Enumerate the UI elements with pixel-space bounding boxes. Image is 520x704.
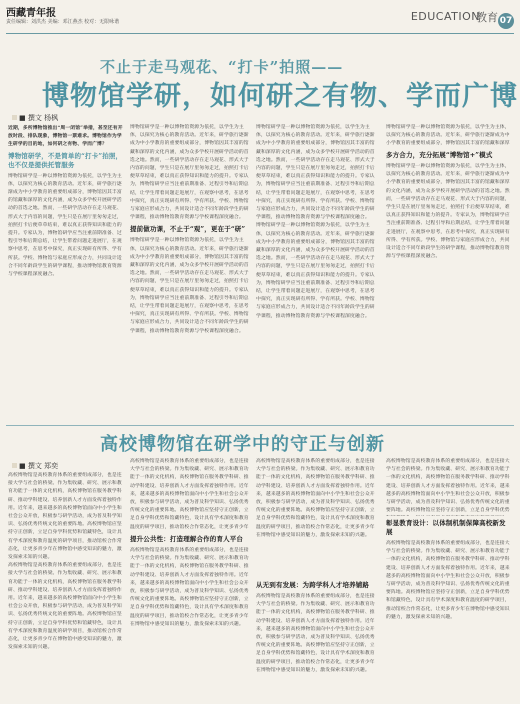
article1-body-7: 博物馆研学是一种以博物馆资源为依托，以学生为主体，以探究为核心的教育活动。近年来，研学旅行逐渐成为中小学教育的重要组成部分，博物馆因其丰富的馆藏和深厚的文化内涵，成为众多学校开展研学活动的首选之地。然而，一些研学活动存在走马观花、形式大于内容的问题，学生只是在展厅里匆匆走过，拍照打卡后便草草结束，难以真正获得知识和能力的提升。专家认为，博物馆研学应当注重前期准备、过程引导和后期总结，让学生带着问题走进展厅，在观察中思考，在思考中探究，真正实现研有所得、学有所获。学校、博物馆与家庭应形成合力，共同设计适合不同年龄段学生的研学课程，推动博物馆教育资源与学校课程深度融合。: [386, 164, 510, 260]
article1-column-1: [8, 124, 124, 422]
article2-body-8: 高校博物馆是高校教育体系的重要组成部分，也是连接大学与社会的桥梁。作为集收藏、研究、展示和教育功能于一体的文化机构，高校博物馆在服务教学科研、推动学科建设、培养创新人才方面发挥着独特作用。近年来，越来越多的高校博物馆面向中小学生和社会公众开放，积极参与研学活动，成为普及科学知识、弘扬优秀传统文化的重要阵地。高校博物馆应坚持守正创新，立足自身学科优势和馆藏特色，设计具有学术深度和教育温度的研学项目，推动馆校合作常态化，让更多青少年在博物馆中感受知识的魅力，激发探索未知的兴趣。: [386, 541, 510, 620]
article1-body-3: 博物馆研学是一种以博物馆资源为依托，以学生为主体，以探究为核心的教育活动。近年来，研学旅行逐渐成为中小学教育的重要组成部分，博物馆因其丰富的馆藏和深厚的文化内涵，成为众多学校开展研学活动的首选之地。然而，一些研学活动存在走马观花、形式大于内容的问题，学生只是在展厅里匆匆走过，拍照打卡后便草草结束，难以真正获得知识和能力的提升。专家认为，博物馆研学应当注重前期准备、过程引导和后期总结，让学生带着问题走进展厅，在观察中思考，在思考中探究，真正实现研有所得、学有所获。学校、博物馆与家庭应形成合力，共同设计适合不同年龄段学生的研学课程，推动博物馆教育资源与学校课程深度融合。: [130, 238, 249, 334]
header-rule: [6, 33, 514, 34]
article2-column-2: [130, 458, 250, 698]
article2-body-6: 高校博物馆是高校教育体系的重要组成部分，也是连接大学与社会的桥梁。作为集收藏、研究、展示和教育功能于一体的文化机构，高校博物馆在服务教学科研、推动学科建设、培养创新人才方面发挥着独特作用。近年来，越来越多的高校博物馆面向中小学生和社会公众开放，积极参与研学活动，成为普及科学知识、弘扬优秀传统文化的重要阵地。高校博物馆应坚持守正创新，立足自身学科优势和馆藏特色，设计具有学术深度和教育温度的研学项目，推动馆校合作常态化，让更多青少年在博物馆中感受知识的魅力，激发探索未知的兴趣。: [256, 594, 375, 673]
article1-title: 博物馆学研，如何研之有物、学而广博: [42, 81, 518, 112]
article1-byline: [12, 113, 58, 123]
article2-body-4: 高校博物馆是高校教育体系的重要组成部分，也是连接大学与社会的桥梁。作为集收藏、研究、展示和教育功能于一体的文化机构，高校博物馆在服务教学科研、推动学科建设、培养创新人才方面发挥着独特作用。近年来，越来越多的高校博物馆面向中小学生和社会公众开放，积极参与研学活动，成为普及科学知识、弘扬优秀传统文化的重要阵地。高校博物馆应坚持守正创新，立足自身学科优势和馆藏特色，设计具有学术深度和教育温度的研学项目，推动馆校合作常态化，让更多青少年在博物馆中感受知识的魅力，激发探索未知的兴趣。: [130, 548, 249, 627]
section-divider: [6, 425, 514, 426]
byline-label: ■ 撰文: [19, 462, 42, 470]
masthead: 西藏青年报: [6, 8, 56, 19]
byline-marker-icon: [12, 463, 17, 468]
article1-heading-1: 博物馆研学，不是简单的“打卡”拍照，也不仅是提供托管服务: [8, 151, 123, 169]
article1-body-1: 博物馆研学是一种以博物馆资源为依托，以学生为主体，以探究为核心的教育活动。近年来，研学旅行逐渐成为中小学教育的重要组成部分，博物馆因其丰富的馆藏和深厚的文化内涵，成为众多学校开展研学活动的首选之地。然而，一些研学活动存在走马观花、形式大于内容的问题，学生只是在展厅里匆匆走过，拍照打卡后便草草结束，难以真正获得知识和能力的提升。专家认为，博物馆研学应当注重前期准备、过程引导和后期总结，让学生带着问题走进展厅，在观察中思考，在思考中探究，真正实现研有所得、学有所获。学校、博物馆与家庭应形成合力，共同设计适合不同年龄段学生的研学课程，推动博物馆教育资源与学校课程深度融合。: [8, 173, 122, 278]
article1-body-5: 博物馆研学是一种以博物馆资源为依托，以学生为主体，以探究为核心的教育活动。近年来，研学旅行逐渐成为中小学教育的重要组成部分，博物馆因其丰富的馆藏和深厚的文化内涵，成为众多学校开展研学活动的首选之地。然而，一些研学活动存在走马观花、形式大于内容的问题，学生只是在展厅里匆匆走过，拍照打卡后便草草结束，难以真正获得知识和能力的提升。专家认为，博物馆研学应当注重前期准备、过程引导和后期总结，让学生带着问题走进展厅，在观察中思考，在思考中探究，真正实现研有所得、学有所获。学校、博物馆与家庭应形成合力，共同设计适合不同年龄段学生的研学课程，推动博物馆教育资源与学校课程深度融合。: [256, 223, 375, 319]
editor-meta: 责任编辑：刘洪杰 美编：邓江燕杰 校对：无限咏谐: [6, 19, 120, 25]
article2-body-3: 高校博物馆是高校教育体系的重要组成部分，也是连接大学与社会的桥梁。作为集收藏、研究、展示和教育功能于一体的文化机构，高校博物馆在服务教学科研、推动学科建设、培养创新人才方面发挥着独特作用。近年来，越来越多的高校博物馆面向中小学生和社会公众开放，积极参与研学活动，成为普及科学知识、弘扬优秀传统文化的重要阵地。高校博物馆应坚持守正创新，立足自身学科优势和馆藏特色，设计具有学术深度和教育温度的研学项目，推动馆校合作常态化，让更多青少年: [130, 459, 249, 530]
article2-body-7: 高校博物馆是高校教育体系的重要组成部分，也是连接大学与社会的桥梁。作为集收藏、研究、展示和教育功能于一体的文化机构，高校博物馆在服务教学科研、推动学科建设、培养创新人才方面发挥着独特作用。近年来，越来越多的高校博物馆面向中小学生和社会公众开放，积极参与研学活动，成为普及科学知识、弘扬优秀传统文化的重要阵地。高校博物馆应坚持守正创新，立足自身学科优势: [386, 459, 510, 514]
article1-column-2: [130, 124, 250, 422]
byline-author: 杨枫: [44, 114, 59, 122]
article1-column-4: [386, 124, 512, 422]
article1-body-4: 博物馆研学是一种以博物馆资源为依托，以学生为主体，以探究为核心的教育活动。近年来，研学旅行逐渐成为中小学教育的重要组成部分，博物馆因其丰富的馆藏和深厚的文化内涵，成为众多学校开展研学活动的首选之地。然而，一些研学活动存在走马观花、形式大于内容的问题，学生只是在展厅里匆匆走过，拍照打卡后便草草结束，难以真正获得知识和能力的提升。专家认为，博物馆研学应当注重前期准备、过程引导和后期总结，让学生带着问题走进展厅，在观察中思考，在思考中探究，真正实现研有所得、学有所获。学校、博物馆与家庭应形成合力，共同设计适合不同年龄段学生的研学课程，推动博物馆教育资源与学校课程深度融合。: [256, 125, 375, 221]
article1-heading-2: 提前做功课，不止于“观”，更在于“研”: [130, 225, 246, 234]
byline-marker-icon: [12, 115, 17, 120]
article1-lead: 近期，多所博物馆推出“周一闭馆”举措，甚至还有开放时段、排队现象，博物馆一票难求。博物馆作为学生研学的目的地，如何研之有物、学而广博？: [8, 125, 123, 148]
article2-title: 高校博物馆在研学中的守正与创新: [100, 434, 385, 455]
article2-column-1: [8, 472, 124, 698]
article2-byline: [12, 461, 58, 471]
article2-body-2: 高校博物馆是高校教育体系的重要组成部分，也是连接大学与社会的桥梁。作为集收藏、研究、展示和教育功能于一体的文化机构，高校博物馆在服务教学科研、推动学科建设、培养创新人才方面发挥着独特作用。近年来，越来越多的高校博物馆面向中小学生和社会公众开放，积极参与研学活动，成为普及科学知识、弘扬优秀传统文化的重要阵地。高校博物馆应坚持守正创新，立足自身学科优势和馆藏特色，设计具有学术深度和教育温度的研学项目，推动馆校合作常态化，让更多青少年在博物馆中感受知识的魅力，激发探索未知的兴趣。: [8, 563, 122, 651]
article1-column-3: [256, 124, 378, 422]
article1-body-2: 博物馆研学是一种以博物馆资源为依托，以学生为主体，以探究为核心的教育活动。近年来，研学旅行逐渐成为中小学教育的重要组成部分，博物馆因其丰富的馆藏和深厚的文化内涵，成为众多学校开展研学活动的首选之地。然而，一些研学活动存在走马观花、形式大于内容的问题，学生只是在展厅里匆匆走过，拍照打卡后便草草结束，难以真正获得知识和能力的提升。专家认为，博物馆研学应当注重前期准备、过程引导和后期总结，让学生带着问题走进展厅，在观察中思考，在思考中探究，真正实现研有所得、学有所获。学校、博物馆与家庭应形成合力，共同设计适合不同年龄段学生的研学课程，推动博物馆教育资源与学校课程深度融合。: [130, 125, 249, 221]
byline-label: ■ 撰文: [19, 114, 42, 122]
section-label-zh: 教育: [476, 11, 498, 24]
article2-heading-2: 从无到有发展：为跨学科人才培养铺路: [256, 581, 370, 589]
article2-body-1: 高校博物馆是高校教育体系的重要组成部分，也是连接大学与社会的桥梁。作为集收藏、研究、展示和教育功能于一体的文化机构，高校博物馆在服务教学科研、推动学科建设、培养创新人才方面发挥着独特作用。近年来，越来越多的高校博物馆面向中小学生和社会公众开放，积极参与研学活动，成为普及科学知识、弘扬优秀传统文化的重要阵地。高校博物馆应坚持守正创新，立足自身学科优势和馆藏特色，设计具有学术深度和教育温度的研学项目，推动馆校合作常态化，让更多青少年在博物馆中感受知识的魅力，激发探索未知的兴趣。: [8, 473, 122, 561]
article1-body-6: 博物馆研学是一种以博物馆资源为依托，以学生为主体，以探究为核心的教育活动。近年来，研学旅行逐渐成为中小学教育的重要组成部分，博物馆因其丰富的馆藏和深厚: [386, 125, 510, 147]
article1-heading-3: 多方合力，充分拓展“博物馆+”模式: [386, 151, 493, 159]
article2-heading-3: 彰显教育设计：以体制机制保障高校新发展: [386, 519, 506, 536]
article1-subtitle: 不止于走马观花、“打卡”拍照——: [100, 58, 344, 76]
article2-column-3: [256, 458, 378, 698]
article2-body-5: 高校博物馆是高校教育体系的重要组成部分，也是连接大学与社会的桥梁。作为集收藏、研究、展示和教育功能于一体的文化机构，高校博物馆在服务教学科研、推动学科建设、培养创新人才方面发挥着独特作用。近年来，越来越多的高校博物馆面向中小学生和社会公众开放，积极参与研学活动，成为普及科学知识、弘扬优秀传统文化的重要阵地。高校博物馆应坚持守正创新，立足自身学科优势和馆藏特色，设计具有学术深度和教育温度的研学项目，推动馆校合作常态化，让更多青少年在博物馆中感受知识的魅力，激发探索未知的兴趣。: [256, 459, 375, 538]
page-number-badge: 07: [498, 13, 514, 29]
byline-author: 郑奕: [44, 462, 59, 470]
section-label-en: EDUCATION: [410, 10, 480, 23]
article2-column-4: [386, 458, 512, 698]
article2-heading-1: 提升公共性：打造理解合作的育人平台: [130, 535, 244, 543]
